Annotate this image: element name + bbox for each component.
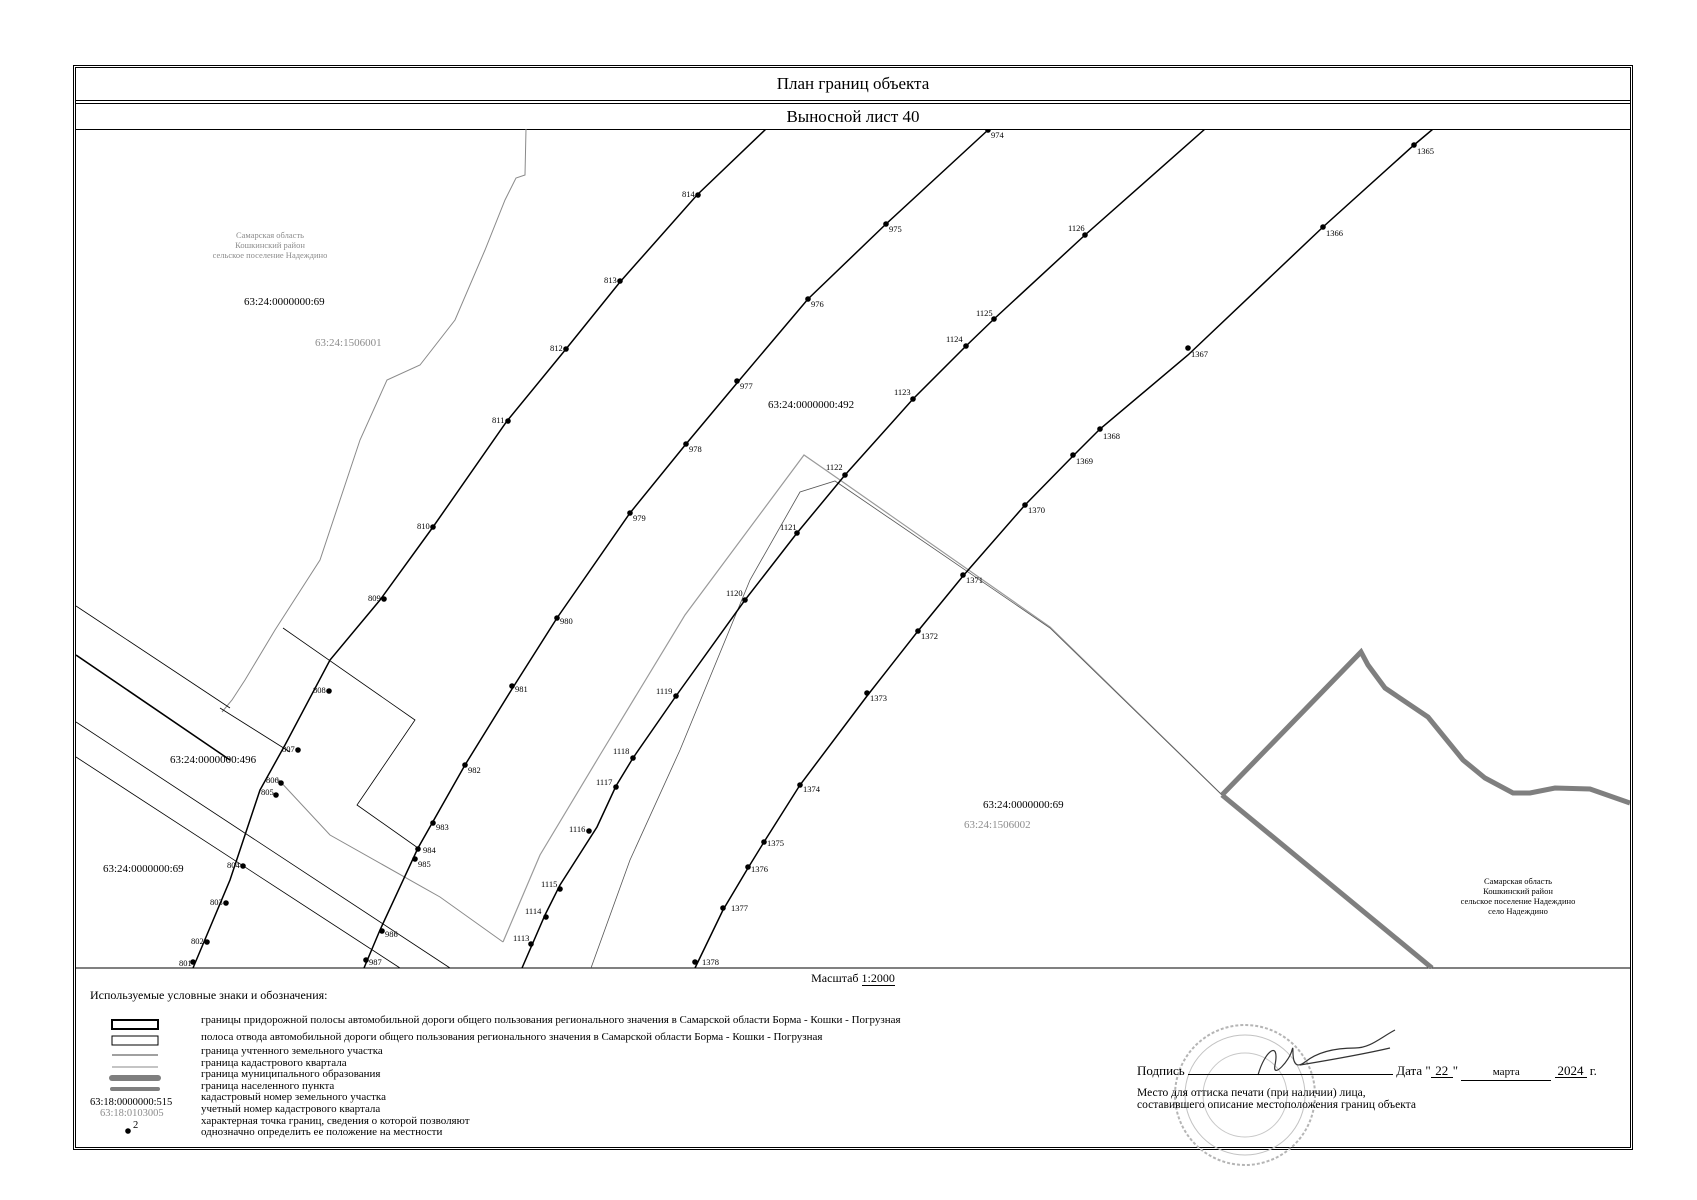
point-label: 984 [423,845,436,855]
region-label: сельское поселение Надеждино [1460,896,1576,906]
point-label: 1369 [1076,456,1093,466]
legend-sample-point: 2 [133,1120,139,1131]
point-label: 986 [385,929,398,939]
legend-item: учетный номер кадастрового квартала [201,1102,381,1115]
point-label: 808 [313,685,326,695]
point-label: 1371 [966,575,983,585]
point-label: 1120 [726,588,743,598]
scale-label [75,971,1631,986]
legend-title: Используемые условные знаки и обозначения: [90,988,328,1002]
point-label: 978 [689,444,702,454]
region-label: Кошкинский район [235,240,305,250]
quarter-boundary-left [222,129,526,712]
sheet-subtitle [75,103,1631,130]
point-label: 1122 [826,462,843,472]
point-label: 1124 [946,334,963,344]
date-quote: " [1452,1063,1459,1078]
signature-block [1137,1060,1597,1111]
point-label: 1376 [751,864,768,874]
point-label: 1117 [596,777,613,787]
parcel-496-boundary [283,628,418,848]
point-label: 1126 [1068,223,1085,233]
point-label: 1374 [803,784,820,794]
parcel-label: 63:24:0000000:496 [170,754,257,766]
point-label: 805 [261,787,274,797]
point-label: 1366 [1326,228,1343,238]
legend-sample-quarter: 63:18:0103005 [100,1108,164,1119]
point-label: 806 [266,775,279,785]
point-label: 1116 [569,824,586,834]
point-label: 974 [991,130,1004,140]
legend-item: полоса отвода автомобильной дороги общего пользования регионального значения в Самарской области Борма - Кошки - Погрузная [201,1031,823,1043]
point-label: 977 [740,381,753,391]
stamp-place-label-2: составившего описание местоположения границ объекта [1137,1099,1416,1111]
point-label: 802 [191,936,204,946]
region-label: Самарская область [235,230,305,240]
legend-item: граница учтенного земельного участка [201,1045,383,1057]
settlement-boundary [1222,652,1630,803]
point-label: 1378 [702,957,719,967]
point-label: 801 [179,958,192,968]
point-label: 1373 [870,693,887,703]
points-line-1 [190,192,701,965]
parcel-label: 63:24:0000000:69 [983,799,1064,811]
point-label: 810 [417,521,430,531]
quarter-label: 63:24:1506001 [315,337,382,349]
region-label: Кошкинский район [1483,886,1553,896]
plan-title [75,68,1631,101]
date-month: марта [1492,1066,1520,1078]
point-label: 1114 [525,906,542,916]
legend-item: границы придорожной полосы автомобильной дороги общего пользования регионального значения в Самарской области Борма - Кошки - Погрузная [201,1014,901,1026]
legend-items [201,1015,901,1139]
legend-item: граница кадастрового квартала [201,1056,347,1069]
point-label: 987 [369,957,382,967]
legend-item: характерная точка границ, сведения о которой позволяют [201,1114,470,1127]
date-year-suffix: г. [1589,1063,1597,1078]
point-label: 1115 [541,879,558,889]
point-label: 983 [436,822,449,832]
point-label: 812 [550,343,563,353]
point-label: 1367 [1191,349,1208,359]
date-day: 22 [1435,1063,1449,1078]
parcel-label: 63:24:0000000:69 [244,296,325,308]
point-label: 985 [418,859,431,869]
quarter-boundary-center [503,455,1222,942]
point-label: 1121 [780,522,797,532]
legend-item: граница муниципального образования [201,1068,381,1081]
point-label: 809 [368,593,381,603]
date-year: 2024 [1557,1063,1584,1078]
point-label: 807 [282,744,295,754]
date-label: Дата " [1396,1063,1431,1078]
parcel-label: 63:24:0000000:69 [103,863,184,875]
point-label: 1375 [767,838,784,848]
legend-sample-parcel: 63:18:0000000:515 [90,1097,173,1108]
stamp-place-label: Место для оттиска печати (при наличии) лица, [1137,1087,1366,1099]
plan-title-text: План границ объекта [776,74,930,93]
point-label: 813 [604,275,617,285]
sheet-subtitle-text: Выносной лист 40 [786,106,920,126]
point-label: 1372 [921,631,938,641]
legend-item: кадастровый номер земельного участка [201,1091,386,1104]
point-label: 814 [682,189,695,199]
map-canvas [76,129,1630,969]
point-label: 979 [633,513,646,523]
road-line-974-987 [364,130,988,968]
point-label: 1365 [1417,146,1434,156]
point-label: 804 [227,860,240,870]
point-label: 1118 [613,746,630,756]
legend-symbols [90,1015,205,1140]
point-label: 1113 [513,933,530,943]
scale-prefix: Масштаб [811,971,862,985]
point-label: 975 [889,224,902,234]
legend-item: однозначно определить ее положение на местности [201,1126,443,1139]
point-label: 803 [210,897,223,907]
point-label: 1125 [976,308,993,318]
map-area [76,129,1630,969]
point-label: 980 [560,616,573,626]
parcel-label: 63:24:0000000:492 [768,399,855,411]
quarter-label: 63:24:1506002 [964,819,1031,831]
point-label: 1119 [656,686,673,696]
road-line-1113-1126 [522,129,1205,968]
legend-item: граница населенного пункта [201,1079,335,1092]
region-label: село Надеждино [1488,906,1548,916]
point-label: 1368 [1103,431,1120,441]
point-label: 976 [811,299,824,309]
point-label: 982 [468,765,481,775]
sign-line [1188,1060,1393,1075]
point-label: 811 [492,415,505,425]
point-label: 981 [515,684,528,694]
point-label: 1370 [1028,505,1045,515]
point-label: 1123 [894,387,911,397]
road-strip-left [76,606,230,708]
region-label: сельское поселение Надеждино [212,250,328,260]
region-label: Самарская область [1483,876,1553,886]
point-label: 1377 [731,903,748,913]
sign-label: Подпись [1137,1063,1185,1078]
scale-value: 1:2000 [861,971,895,985]
